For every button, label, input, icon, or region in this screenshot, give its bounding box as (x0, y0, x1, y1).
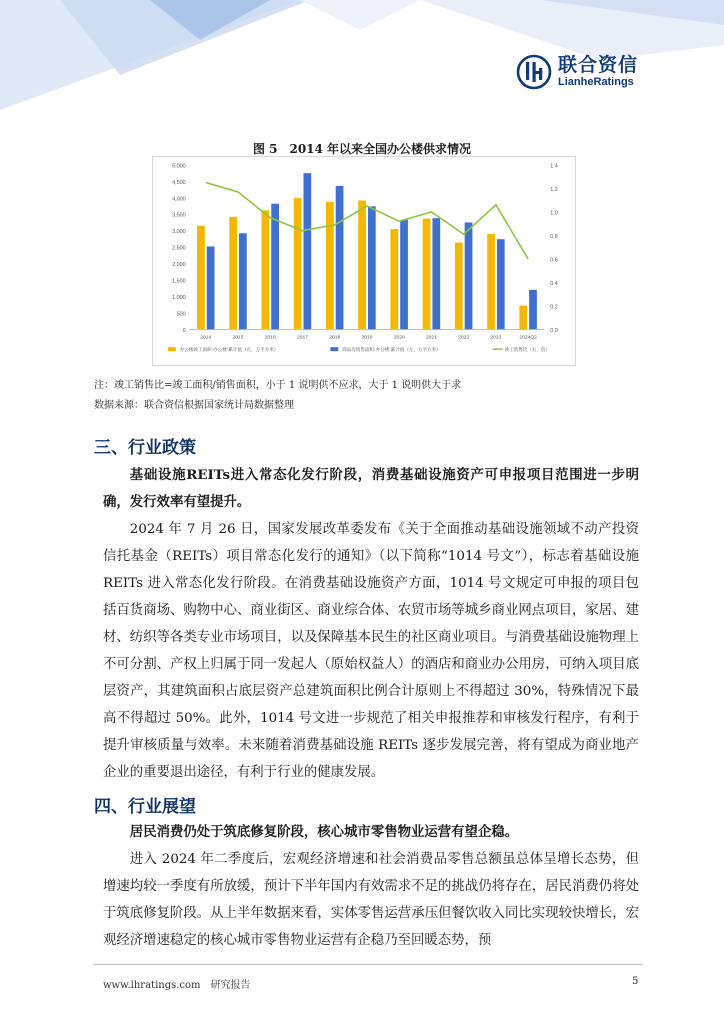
y-right-tick-label: 0.8 (550, 233, 558, 240)
bar-completed-2023 (487, 234, 495, 329)
x-tick-label: 2018 (329, 335, 341, 341)
x-tick-label: 2019 (361, 335, 373, 341)
logo-mark-icon (516, 54, 552, 90)
page-number: 5 (632, 976, 639, 987)
line-ratio-series (206, 183, 528, 259)
x-tick-label: 2016 (264, 335, 276, 341)
bar-sales-2024Q2 (529, 290, 537, 329)
section-outlook-body: 进入 2024 年二季度后，宏观经济增速和社会消费品零售总额虽总体呈增长态势，但增速均较一季度有所放缓，预计下半年国内有效需求不足的挑战仍将存在，居民消费仍将处于筑底修复阶段。从上半年数据来看，实体零售运营承压但餐饮收入同比实现较快增长，宏观经济增速稳定的核心城市零售物业运营有企稳乃至回暖态势，预 (103, 852, 639, 948)
supply-demand-chart (152, 156, 576, 366)
x-tick-label: 2014 (200, 335, 212, 341)
bar-completed-2016 (262, 210, 270, 329)
bar-completed-2015 (229, 217, 237, 329)
bar-sales-2022 (465, 222, 473, 329)
bar-sales-2021 (432, 218, 440, 329)
legend-label-1: 商品房销售面积:办公楼:累计值（左，万平方米） (342, 348, 441, 354)
bar-completed-2018 (326, 202, 334, 330)
x-tick-label: 2020 (393, 335, 405, 341)
bar-sales-2014 (207, 246, 215, 329)
logo-en-text: LianheRatings (558, 76, 634, 88)
y-left-tick-label: 2,500 (172, 245, 186, 252)
y-right-tick-label: 1.2 (550, 186, 558, 193)
figure-title: 图 5 2014 年以来全国办公楼供求情况 (252, 142, 472, 156)
bar-sales-2019 (368, 206, 376, 329)
y-left-tick-label: 500 (176, 311, 186, 318)
bar-completed-2022 (455, 243, 463, 330)
footer-divider (94, 964, 642, 965)
x-tick-label: 2023 (490, 335, 502, 341)
bar-sales-2020 (400, 220, 408, 330)
y-right-tick-label: 1.4 (550, 163, 558, 170)
bar-completed-2019 (358, 200, 366, 329)
y-right-tick-label: 0.2 (550, 304, 558, 311)
company-logo (516, 54, 638, 90)
bar-sales-2017 (303, 173, 311, 329)
footer-site: www.lhratings.com 研究报告 (103, 980, 251, 991)
legend-swatch-0 (168, 347, 176, 351)
y-left-tick-label: 5,000 (172, 163, 186, 170)
bar-sales-2016 (271, 204, 279, 330)
bar-completed-2014 (197, 226, 205, 330)
figure-source: 数据来源：联合资信根据国家统计局数据整理 (94, 400, 294, 411)
y-left-tick-label: 3,000 (172, 229, 186, 236)
bar-completed-2024Q2 (519, 306, 527, 330)
y-right-tick-label: 1.0 (550, 210, 558, 217)
bar-sales-2018 (336, 186, 344, 329)
y-left-tick-label: 1,500 (172, 278, 186, 285)
bar-completed-2020 (390, 229, 398, 329)
legend-label-0: 办公楼竣工面积:办公楼:累计值（左，万平方米） (179, 348, 279, 354)
y-right-tick-label: 0.4 (550, 280, 558, 287)
bar-completed-2021 (423, 219, 431, 330)
y-left-tick-label: 4,000 (172, 196, 186, 203)
y-right-tick-label: 0.6 (550, 257, 558, 264)
x-tick-label: 2017 (297, 335, 308, 341)
legend-label-2: 竣工销售比（右，倍） (504, 348, 551, 354)
section-outlook-lead: 居民消费仍处于筑底修复阶段，核心城市零售物业运营有望企稳。 (129, 824, 519, 840)
bar-completed-2017 (294, 198, 302, 329)
y-left-tick-label: 3,500 (172, 212, 186, 219)
logo-cn-text: 联合资信 (558, 54, 639, 76)
y-left-tick-label: 2,000 (172, 262, 186, 269)
y-right-tick-label: 0.0 (550, 327, 558, 334)
y-left-tick-label: 0 (182, 327, 186, 334)
y-left-tick-label: 1,000 (172, 294, 186, 301)
bar-sales-2015 (239, 233, 247, 329)
bar-sales-2023 (497, 239, 505, 329)
section-policy-body: 2024 年 7 月 26 日，国家发展改革委发布《关于全面推动基础设施领域不动产投资信托基金（REITs）项目常态化发行的通知》（以下简称“1014 号文”），标志着基础设施 REITs 进入常态化发行阶段。在消费基础设施资产方面，1014 号文规定可申报的项目包括百货商场、购物中心、商业街区、商业综合体、农贸市场等城乡商业网点项目，家居、建材、纺织等各类专业市场项目，以及保障基本民生的社区商业项目。与消费基础设施物理上不可分割、产权上归属于同一发起人（原始权益人）的酒店和商业办公用房，可纳入项目底层资产，其建筑面积占底层资产总建筑面积比例合计原则上不得超过 30%，特殊情况下最高不得超过 50%。此外，1014 号文进一步规范了相关申报推荐和审核发行程序，有利于提升审核质量与效率。未来随着消费基础设施 REITs 逐步发展完善，将有望成为商业地产企业的重要退出途径，有利于行业的健康发展。 (103, 522, 639, 780)
y-left-tick-label: 4,500 (172, 179, 186, 186)
figure-note: 注：竣工销售比=竣工面积/销售面积，小于 1 说明供不应求，大于 1 说明供大于求 (94, 380, 462, 391)
legend-swatch-1 (330, 347, 338, 351)
section-policy-lead: 基础设施REITs进入常态化发行阶段，消费基础设施资产可申报项目范围进一步明确，发行效率有望提升。 (103, 467, 639, 510)
x-tick-label: 2024Q2 (519, 335, 537, 341)
x-tick-label: 2021 (425, 335, 437, 341)
section-heading-outlook: 四、行业展望 (94, 797, 196, 817)
section-heading-policy: 三、行业政策 (94, 438, 196, 458)
x-tick-label: 2022 (458, 335, 470, 341)
x-tick-label: 2015 (232, 335, 244, 341)
